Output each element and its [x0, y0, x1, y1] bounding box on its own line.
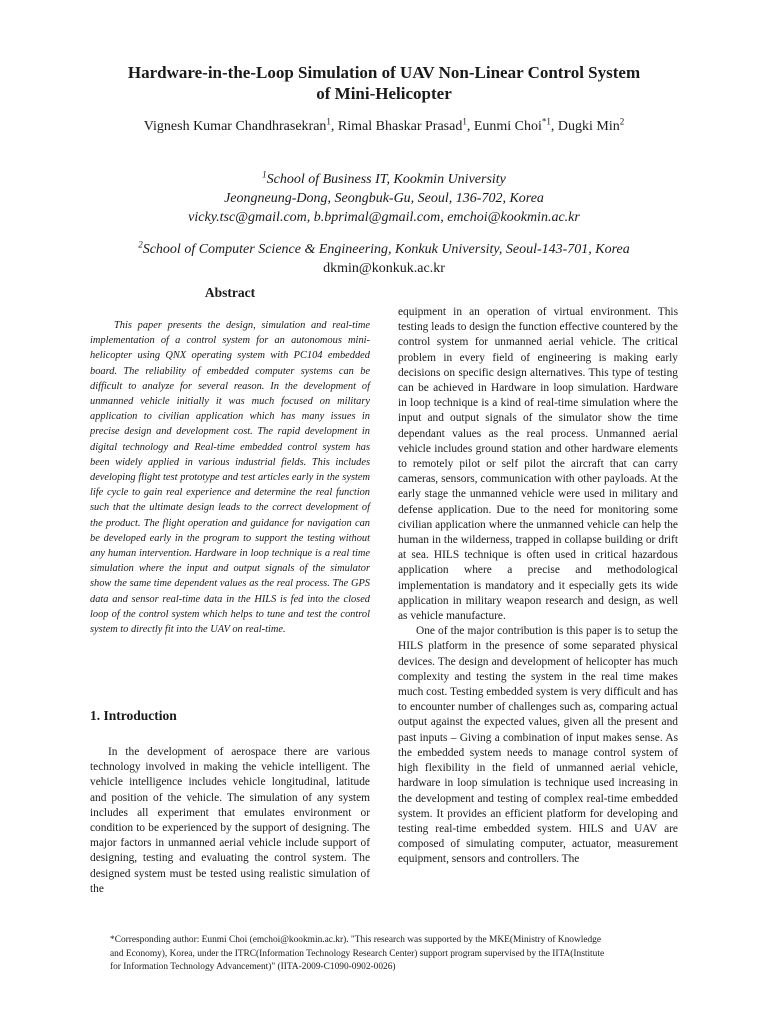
author-separator: , — [550, 119, 558, 134]
author-name: Vignesh Kumar Chandhrasekran — [143, 119, 327, 134]
footnote — [110, 934, 670, 975]
author-separator: , — [466, 119, 474, 134]
affiliation-2-email: dkmin@konkuk.ac.kr — [323, 261, 445, 276]
author-affil-mark: 1 — [462, 116, 467, 127]
section-heading-introduction: 1. Introduction — [90, 708, 177, 723]
title-line-2: of Mini-Helicopter — [316, 84, 452, 103]
author-list — [40, 116, 728, 135]
abstract-heading: Abstract — [204, 285, 256, 300]
author-name: Eunmi Choi — [473, 119, 542, 134]
footnote-line-1: *Corresponding author: Eunmi Choi (emchoi@kookmin.ac.kr). "This research was supported by the MKE(Ministry of Knowledge — [110, 935, 602, 945]
author-affil-mark: 1 — [326, 116, 331, 127]
author-name: Rimal Bhaskar Prasad — [337, 119, 463, 134]
title-line-1: Hardware-in-the-Loop Simulation of UAV Non-Linear Control System — [127, 63, 641, 82]
affiliation-1-name: School of Business IT, Kookmin University — [266, 172, 506, 187]
author-separator: , — [330, 119, 338, 134]
affiliation-1-address: Jeongneung-Dong, Seongbuk-Gu, Seoul, 136-702, Korea — [224, 191, 544, 206]
right-column-paragraph-1: equipment in an operation of virtual environment. This testing leads to design the function effective countered by the control system for unmanned aerial vehicle. The critical problem in every field of engineering is making early decisions on specific design alternatives. This type of testing can be achieved in Hardware in loop simulation. Hardware in loop technique is a kind of real-time simulation where the input and output signals of the simulator show the time dependant values as the real process. Unmanned aerial vehicle includes ground station and other hardware elements to remotely pilot or self pilot the aircraft that can carry cameras, sensors, communication with other payloads. At the early stage the unmanned vehicle were used in military and defense application. Due to the need for monitoring some civilian application where the unmanned vehicle can help the human in the wilderness, trapped in collapse building or drift at sea. HILS technique is often used in critical hazardous application where a precise and methodological implementation is mandatory and it especially gets its wide application in military weapon research and design, as well as vehicle manufacture. — [398, 306, 678, 623]
affiliation-2-name: School of Computer Science & Engineering, Konkuk University, Seoul-143-701, Korea — [142, 242, 630, 257]
footnote-line-3: for Information Technology Advancement)" (IITA-2009-C1090-0902-0026) — [110, 962, 396, 972]
author-affil-mark: 2 — [619, 116, 625, 127]
right-column-paragraph-2: One of the major contribution is this paper is to setup the HILS platform in the presence of some separated physical devices. The design and development of helicopter has much complexity and testing the system in the real time makes much cost. Testing embedded system is very difficult and has to encounter number of challenges such as, comparing actual output against the expected values, given all the present and past inputs – Giving a combination of input makes sense. As the embedded system needs to manage control system of high flexibility in the field of unmanned aerial vehicle, hardware in loop simulation is technique used increasing in the development and testing of complex real-time embedded system. It provides an efficient platform for developing and testing real-time embedded system. HILS and UAV are composed of simulating computer, actuator, measurement equipment, sensors and controllers. The — [398, 625, 678, 866]
abstract-body: This paper presents the design, simulation and real-time implementation of a control system for an autonomous mini-helicopter using QNX operating system with PC104 embedded board. The reliability of embedded computer systems can be difficult to analyze for several reason. In the development of unmanned vehicle initially it was much focused on military application to civilian application which has many issues in precise design and development cost. The rapid development in digital technology and Real-time embedded control system has been widely applied in various industrial fields. This includes developing flight test prototype and test articles early in the system life cycle to gain real experience and determine the real function such that the ultimate design leads to the correct development of the product. The flight operation and guidance for navigation can be developed early in the program to support the testing without any human intervention. Hardware in loop technique is a real time simulation where the input and output signals of the simulator show the same time dependent values as the real process. The GPS data and sensor real-time data in the HILS is fed into the closed loop of the control system which helps to tune and test the control system to directly fit into the UAV on real-time. — [90, 320, 370, 636]
affiliation-mark: 2 — [138, 239, 143, 250]
affiliation-mark: 1 — [262, 169, 267, 180]
affiliation-1 — [60, 170, 708, 227]
footnote-line-2: and Economy), Korea, under the ITRC(Information Technology Research Center) support program supervised by the IITA(Institute — [110, 948, 605, 959]
right-column — [398, 305, 678, 868]
affiliation-1-emails: vicky.tsc@gmail.com, b.bprimal@gmail.com, emchoi@kookmin.ac.kr — [188, 210, 580, 225]
paper-title — [60, 62, 708, 104]
author-affil-mark: *1 — [541, 116, 551, 127]
introduction-paragraph: In the development of aerospace there are various technology involved in making the vehicle intelligent. The vehicle intelligence includes vehicle longitudinal, latitude and position of the vehicle. The simulation of any system includes all experiment that emulates environment or condition to be experienced by the support of designing. The major factors in unmanned aerial vehicle include support of designing, testing and evaluating the control system. The designed system must be tested using realistic simulation of the — [90, 746, 370, 895]
author-name: Dugki Min — [557, 119, 620, 134]
affiliation-2 — [60, 240, 708, 259]
